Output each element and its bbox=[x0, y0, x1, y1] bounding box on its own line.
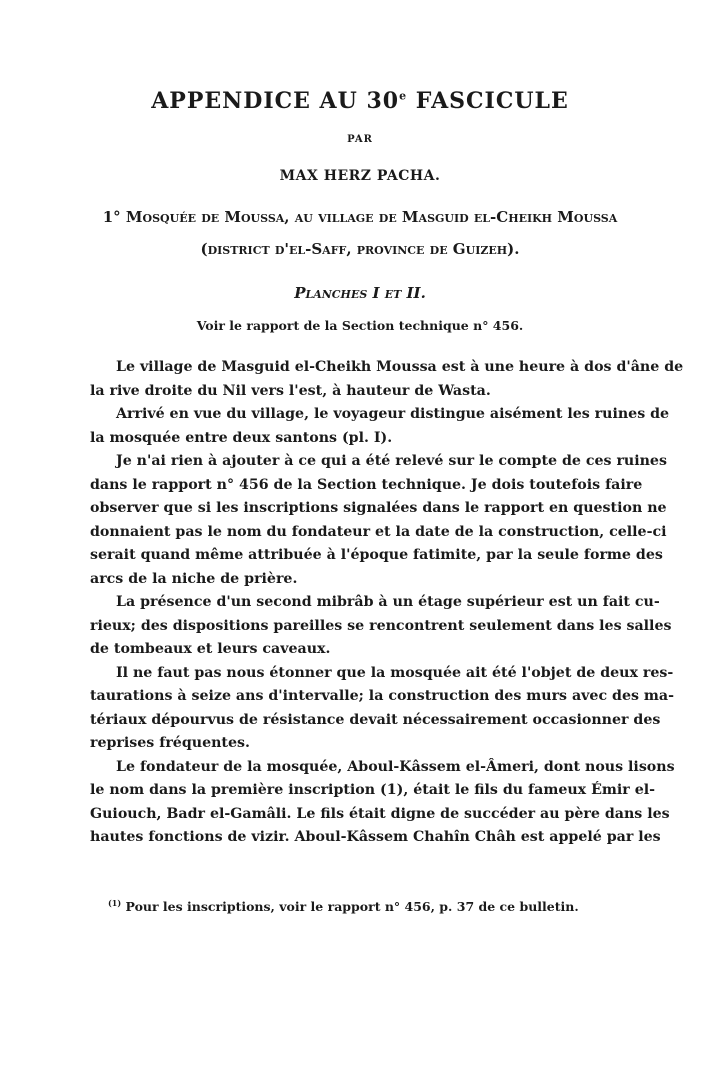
text-line: La présence d'un second mibrâb à un étage supérieur est un fait cu- bbox=[116, 594, 660, 610]
section-heading-line-1: 1° Mosquée de Moussa, au village de Masguid el-Cheikh Moussa bbox=[102, 208, 618, 226]
text-line: Arrivé en vue du village, le voyageur distingue aisément les ruines de bbox=[116, 406, 670, 422]
title-superscript: e bbox=[399, 89, 408, 103]
text-line: taurations à seize ans d'intervalle; la construction des murs avec des ma- bbox=[90, 688, 674, 704]
text-line: reprises fréquentes. bbox=[90, 735, 250, 751]
text-line: tériaux dépourvus de résistance devait nécessairement occasionner des bbox=[90, 711, 661, 728]
text-line: donnaient pas le nom du fondateur et la date de la construction, celle-ci bbox=[90, 523, 667, 540]
text-line: Il ne faut pas nous étonner que la mosquée ait été l'objet de deux res- bbox=[116, 664, 674, 681]
plates-reference: Planches I et II. bbox=[294, 284, 426, 302]
text-line: arcs de la niche de prière. bbox=[90, 570, 298, 587]
title-end: FASCICULE bbox=[415, 88, 569, 114]
footnote-marker: (1) bbox=[108, 898, 122, 908]
text-line: serait quand même attribuée à l'époque fatimite, par la seule forme des bbox=[90, 547, 663, 563]
section-heading-line-2: (district d'el-Saff, province de Guizeh). bbox=[200, 240, 520, 258]
text-line: Guiouch, Badr el-Gamâli. Le fils était digne de succéder au père dans les bbox=[90, 805, 670, 822]
text-line: rieux; des dispositions pareilles se rencontrent seulement dans les salles bbox=[90, 617, 672, 634]
text-line: la rive droite du Nil vers l'est, à hauteur de Wasta. bbox=[90, 382, 491, 399]
text-line: Le fondateur de la mosquée, Aboul-Kâssem el-Âmeri, dont nous lisons bbox=[116, 758, 675, 775]
by-line: PAR bbox=[347, 134, 373, 145]
text-line: Le village de Masguid el-Cheikh Moussa est à une heure à dos d'âne de bbox=[116, 359, 684, 375]
text-line: hautes fonctions de vizir. Aboul-Kâssem Chahîn Châh est appelé par les bbox=[90, 829, 661, 845]
footnote bbox=[108, 898, 628, 914]
text-line: le nom dans la première inscription (1), était le fils du fameux Émir el- bbox=[90, 782, 655, 798]
title-main: APPENDICE AU 30 bbox=[151, 88, 400, 114]
page-title bbox=[0, 88, 720, 114]
footnote-text: Pour les inscriptions, voir le rapport n° 456, p. 37 de ce bulletin. bbox=[125, 899, 579, 915]
text-line: de tombeaux et leurs caveaux. bbox=[90, 641, 331, 657]
text-line: Je n'ai rien à ajouter à ce qui a été relevé sur le compte de ces ruines bbox=[116, 453, 667, 469]
text-line: dans le rapport n° 456 de la Section technique. Je dois toutefois faire bbox=[90, 476, 643, 493]
report-reference: Voir le rapport de la Section technique n° 456. bbox=[196, 318, 524, 333]
text-line: observer que si les inscriptions signalées dans le rapport en question ne bbox=[90, 500, 667, 516]
text-line: la mosquée entre deux santons (pl. I). bbox=[90, 429, 393, 446]
author-name: MAX HERZ PACHA. bbox=[279, 168, 441, 184]
body-text bbox=[90, 356, 684, 850]
